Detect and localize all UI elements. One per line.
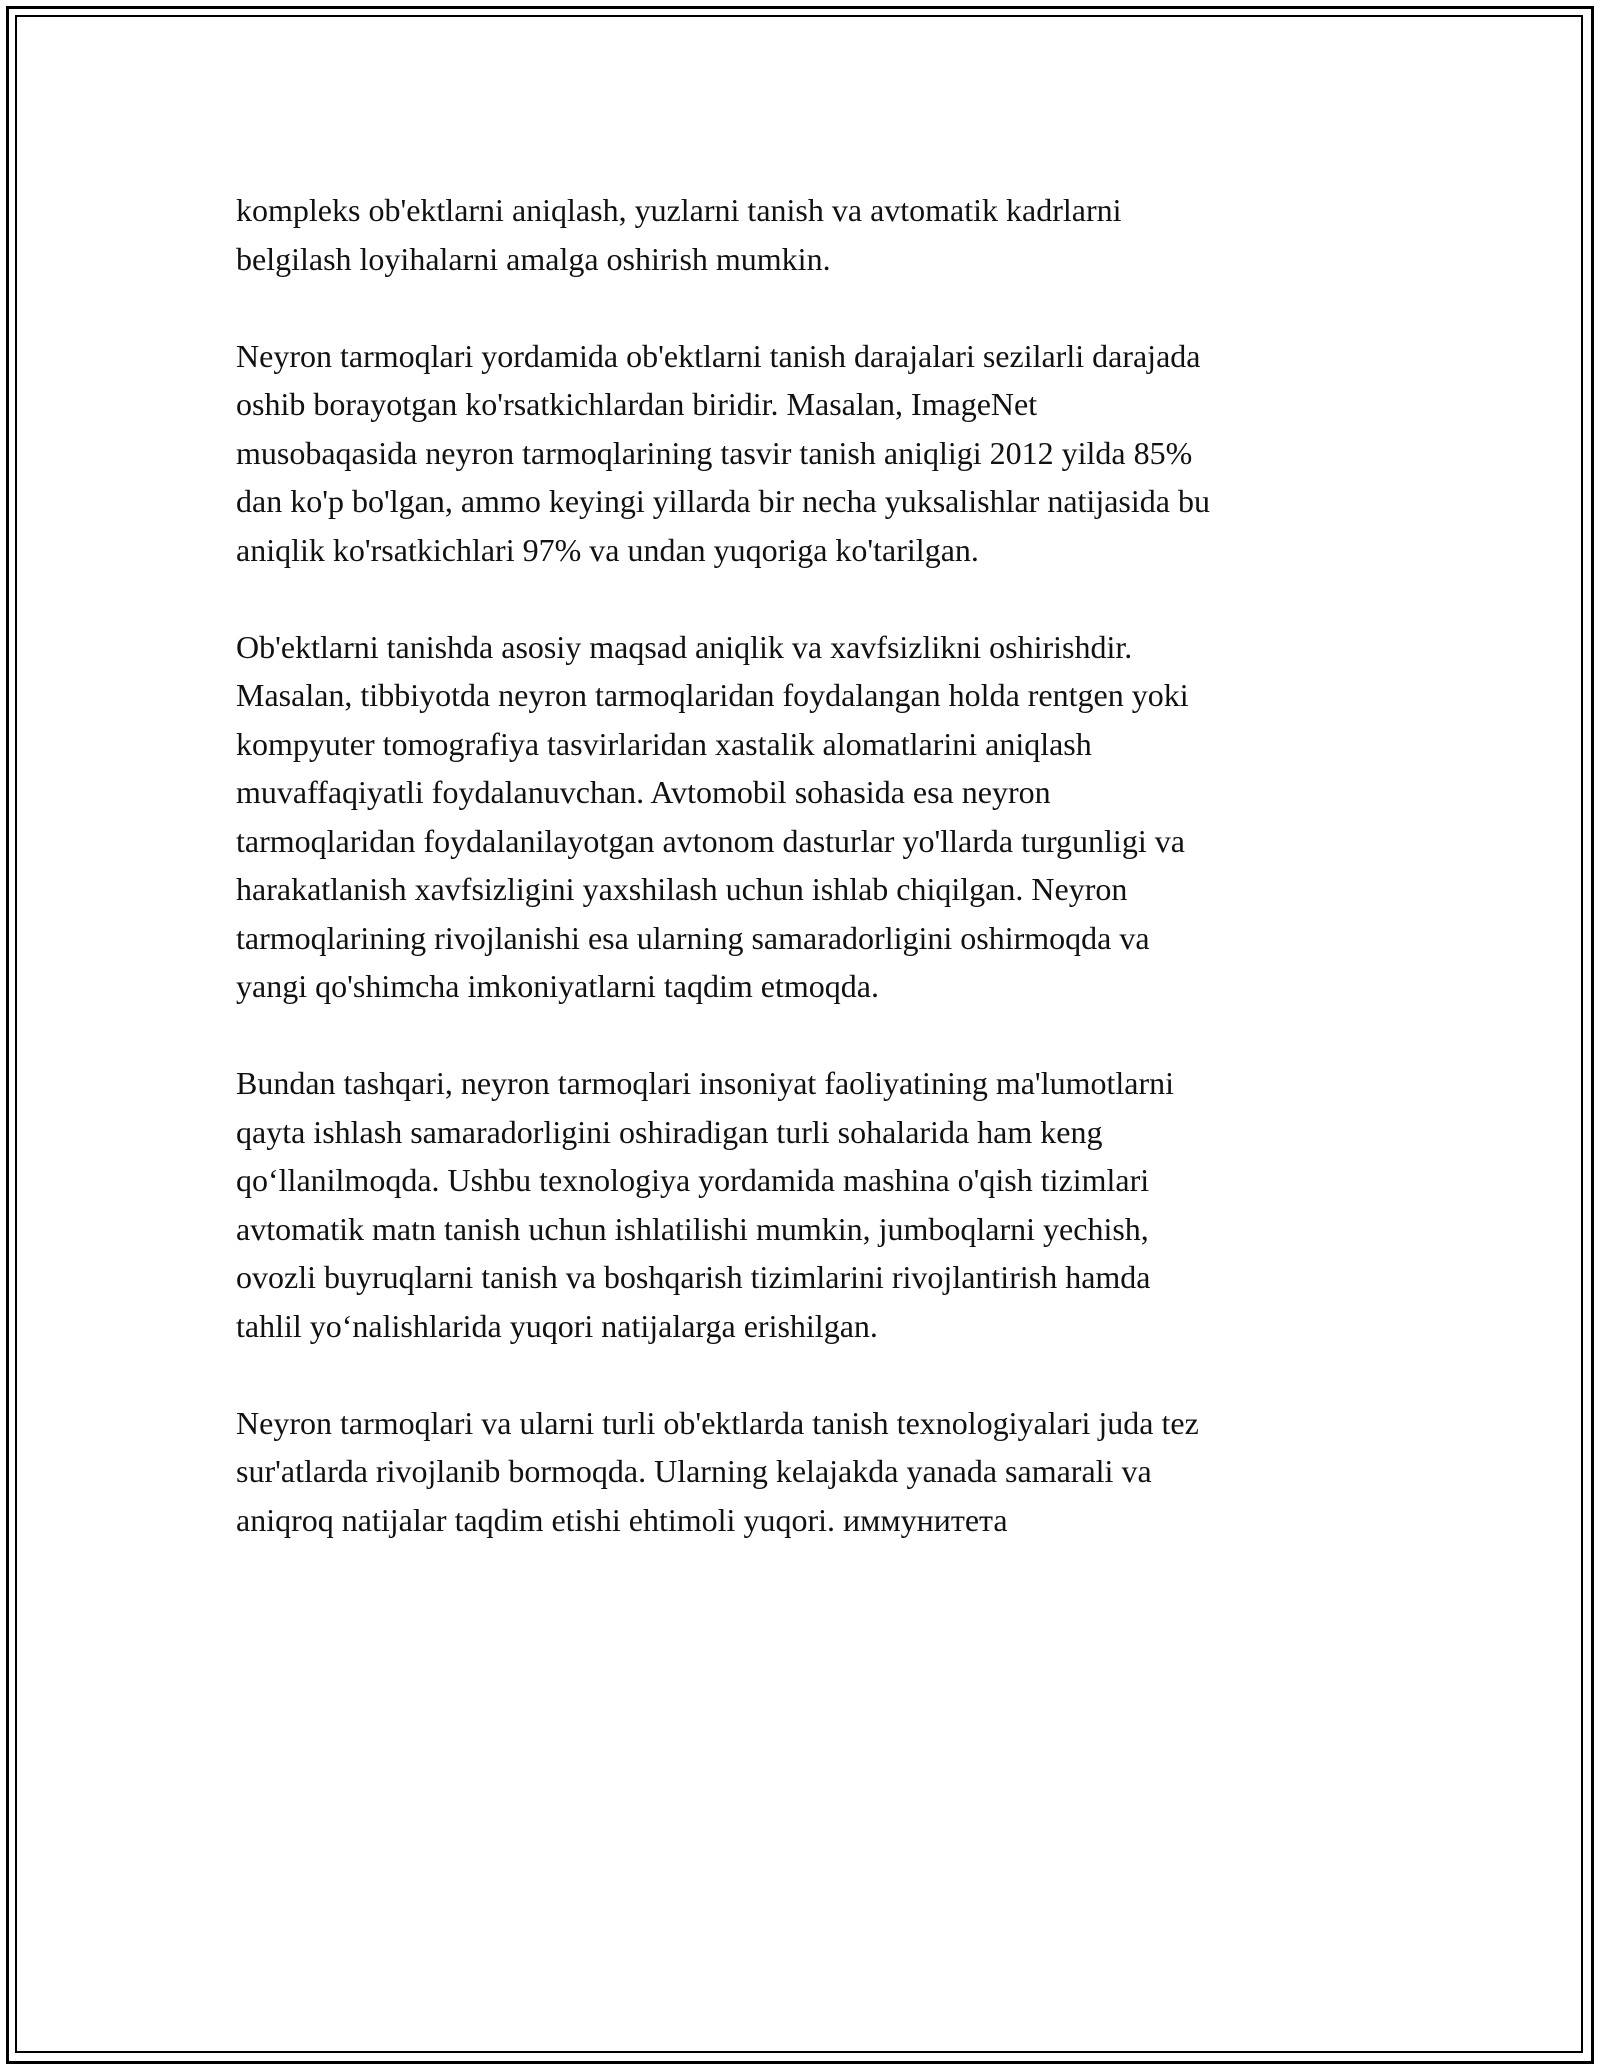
document-body bbox=[236, 186, 1366, 1593]
paragraph-2: Neyron tarmoqlari yordamida ob'ektlarni tanish darajalari sezilarli darajada oshib borayotgan ko'rsatkichlardan biridir. Masalan, ImageNet musobaqasida neyron tarmoqlarining tasvir tanish aniqligi 2012 yilda 85% dan ko'p bo'lgan, ammo keyingi yillarda bir necha yuksalishlar natijasida bu aniqlik ko'rsatkichlari 97% va undan yuqoriga ko'tarilgan. bbox=[236, 337, 1210, 568]
paragraph-5: Neyron tarmoqlari va ularni turli ob'ektlarda tanish texnologiyalari juda tez sur'atlarda rivojlanib bormoqda. Ularning kelajakda yanada samarali va aniqroq natijalar taqdim etishi ehtimoli yuqori. иммунитета bbox=[236, 1404, 1199, 1538]
paragraph-1: kompleks ob'ektlarni aniqlash, yuzlarni tanish va avtomatik kadrlarni belgilash loyihalarni amalga oshirish mumkin. bbox=[236, 192, 1122, 277]
paragraph-4: Bundan tashqari, neyron tarmoqlari insoniyat faoliyatining ma'lumotlarni qayta ishlash samaradorligini oshiradigan turli sohalarida ham keng qo‘llanilmoqda. Ushbu texnologiya yordamida mashina o'qish tizimlari avtomatik matn tanish uchun ishlatilishi mumkin, jumboqlarni yechish, ovozli buyruqlarni tanish va boshqarish tizimlarini rivojlantirish hamda tahlil yo‘nalishlarida yuqori natijalarga erishilgan. bbox=[236, 1065, 1174, 1344]
paragraph-3: Ob'ektlarni tanishda asosiy maqsad aniqlik va xavfsizlikni oshirishdir. Masalan, tibbiyotda neyron tarmoqlaridan foydalangan holda rentgen yoki kompyuter tomografiya tasvirlaridan xastalik alomatlarini aniqlash muvaffaqiyatli foydalanuvchan. Avtomobil sohasida esa neyron tarmoqlaridan foydalanilayotgan avtonom dasturlar yo'llarda turgunligi va harakatlanish xavfsizligini yaxshilash uchun ishlab chiqilgan. Neyron tarmoqlarining rivojlanishi esa ularning samaradorligini oshirmoqda va yangi qo'shimcha imkoniyatlarni taqdim etmoqda. bbox=[236, 628, 1189, 1004]
